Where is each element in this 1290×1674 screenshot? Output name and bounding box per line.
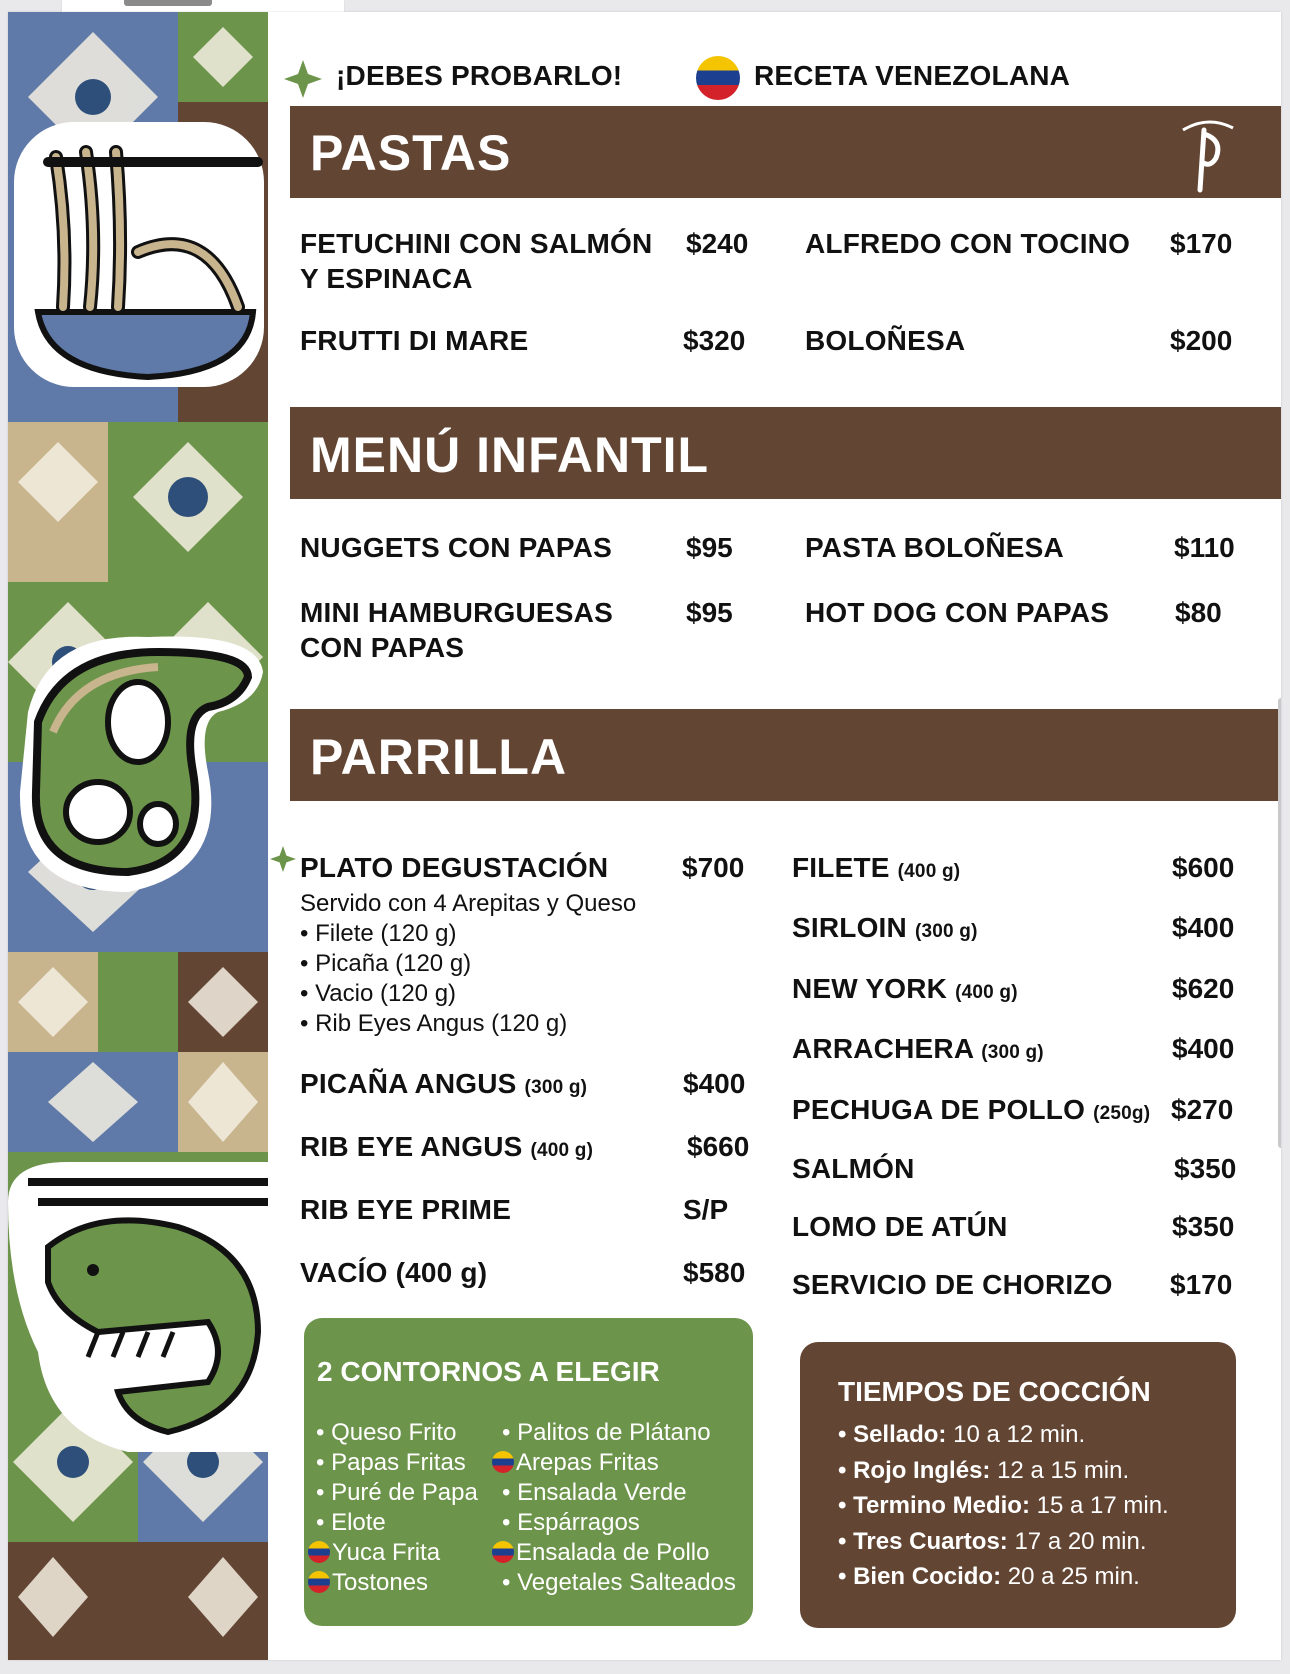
parrilla-item-price: $660: [687, 1131, 750, 1162]
pasta-item-price: $320: [683, 325, 746, 356]
pasta-item-price: $170: [1170, 228, 1233, 259]
pasta-item-name: FRUTTI DI MARE: [300, 325, 529, 356]
coccion-line: • Rojo Inglés: 12 a 15 min.: [838, 1457, 1130, 1484]
contorno-item: • Puré de Papa: [316, 1479, 478, 1506]
infantil-title: MENÚ INFANTIL: [310, 427, 710, 483]
tab-handle: [124, 0, 212, 6]
coccion-line: • Tres Cuartos: 17 a 20 min.: [838, 1528, 1147, 1555]
degustacion-line: • Rib Eyes Angus (120 g): [300, 1010, 568, 1037]
pasta-item-name: ALFREDO CON TOCINO: [805, 228, 1131, 259]
coccion-line: • Termino Medio: 15 a 17 min.: [838, 1492, 1169, 1519]
venezuela-flag-icon: [492, 1451, 514, 1473]
infantil-item-price: $80: [1175, 597, 1222, 628]
contorno-item: • Papas Fritas: [316, 1449, 466, 1476]
parrilla-item-price: $400: [683, 1068, 746, 1099]
coccion-line: • Sellado: 10 a 12 min.: [838, 1421, 1086, 1448]
parrilla-item-price: $170: [1170, 1269, 1233, 1300]
coccion-line: • Bien Cocido: 20 a 25 min.: [838, 1563, 1140, 1590]
parrilla-item-name: PICAÑA ANGUS (300 g): [300, 1068, 588, 1099]
pasta-item-price: $240: [686, 228, 749, 259]
degustacion-name: PLATO DEGUSTACIÓN: [300, 852, 609, 883]
must-try-star-icon: [284, 60, 322, 98]
contornos-box: [304, 1318, 753, 1626]
infantil-item-price: $95: [686, 532, 733, 563]
tile-pattern-art: [8, 12, 268, 1660]
coccion-box: [800, 1342, 1236, 1628]
parrilla-item-price: $600: [1172, 852, 1235, 883]
parrilla-item-name: SERVICIO DE CHORIZO: [792, 1269, 1113, 1300]
infantil-item-name-line2: CON PAPAS: [300, 632, 465, 663]
parrilla-item-price: $400: [1172, 1033, 1235, 1064]
pasta-item-name: FETUCHINI CON SALMÓN: [300, 228, 653, 259]
pastas-title: PASTAS: [310, 125, 512, 181]
degustacion-price: $700: [682, 852, 745, 883]
degustacion-line: • Vacio (120 g): [300, 980, 457, 1007]
parrilla-item-price: $580: [683, 1257, 746, 1288]
parrilla-item-name: VACÍO (400 g): [300, 1257, 488, 1288]
contorno-item: Arepas Fritas: [492, 1448, 659, 1478]
infantil-item-name: PASTA BOLOÑESA: [805, 532, 1064, 563]
contorno-item: • Queso Frito: [316, 1419, 457, 1446]
degustacion-line: • Filete (120 g): [300, 920, 457, 947]
contorno-item: Ensalada de Pollo: [492, 1538, 709, 1568]
infantil-item-price: $110: [1174, 532, 1235, 563]
contorno-item: Yuca Frita: [308, 1538, 440, 1568]
parrilla-item-name: SIRLOIN (300 g): [792, 912, 978, 943]
pasta-item-name: BOLOÑESA: [805, 325, 966, 356]
pasta-item-name-line2: Y ESPINACA: [300, 263, 473, 294]
venezuela-flag-icon: [696, 56, 740, 100]
parrilla-item-price: $350: [1174, 1153, 1237, 1184]
parrilla-item-price: S/P: [683, 1194, 729, 1225]
coccion-title: TIEMPOS DE COCCIÓN: [838, 1376, 1151, 1407]
restaurant-logo-icon: [1178, 110, 1238, 194]
degustacion-desc: Servido con 4 Arepitas y Queso: [300, 890, 637, 917]
legend-venezuelan: RECETA VENEZOLANA: [754, 60, 1071, 91]
infantil-item-name: NUGGETS CON PAPAS: [300, 532, 612, 563]
contorno-item: • Ensalada Verde: [502, 1479, 687, 1506]
vertical-scrollbar[interactable]: [1278, 698, 1281, 1148]
parrilla-item-name: NEW YORK (400 g): [792, 973, 1018, 1004]
must-try-star-icon: [270, 846, 296, 872]
pasta-item-price: $200: [1170, 325, 1233, 356]
parrilla-item-name: LOMO DE ATÚN: [792, 1211, 1008, 1242]
menu-page: [8, 12, 1281, 1660]
parrilla-item-name: SALMÓN: [792, 1153, 915, 1184]
degustacion-line: • Picaña (120 g): [300, 950, 472, 977]
contorno-item: • Vegetales Salteados: [502, 1569, 736, 1596]
venezuela-flag-icon: [308, 1541, 330, 1563]
contorno-item: Tostones: [308, 1568, 428, 1598]
contorno-item: • Elote: [316, 1509, 386, 1536]
infantil-item-name: MINI HAMBURGUESAS: [300, 597, 613, 628]
parrilla-item-name: PECHUGA DE POLLO (250g): [792, 1094, 1151, 1125]
contorno-item: • Palitos de Plátano: [502, 1419, 711, 1446]
legend-must-try: ¡DEBES PROBARLO!: [336, 60, 623, 91]
parrilla-item-price: $350: [1172, 1211, 1235, 1242]
infantil-item-name: HOT DOG CON PAPAS: [805, 597, 1110, 628]
venezuela-flag-icon: [492, 1541, 514, 1563]
contornos-title: 2 CONTORNOS A ELEGIR: [317, 1356, 660, 1387]
infantil-item-price: $95: [686, 597, 733, 628]
parrilla-item-name: RIB EYE ANGUS (400 g): [300, 1131, 594, 1162]
decorative-tile-strip: [8, 12, 268, 1660]
parrilla-item-name: ARRACHERA (300 g): [792, 1033, 1044, 1064]
parrilla-item-name: RIB EYE PRIME: [300, 1194, 512, 1225]
parrilla-title: PARRILLA: [310, 729, 568, 785]
contorno-item: • Espárragos: [502, 1509, 640, 1536]
parrilla-item-price: $620: [1172, 973, 1235, 1004]
parrilla-item-price: $270: [1171, 1094, 1234, 1125]
parrilla-item-name: FILETE (400 g): [792, 852, 961, 883]
venezuela-flag-icon: [308, 1571, 330, 1593]
parrilla-item-price: $400: [1172, 912, 1235, 943]
